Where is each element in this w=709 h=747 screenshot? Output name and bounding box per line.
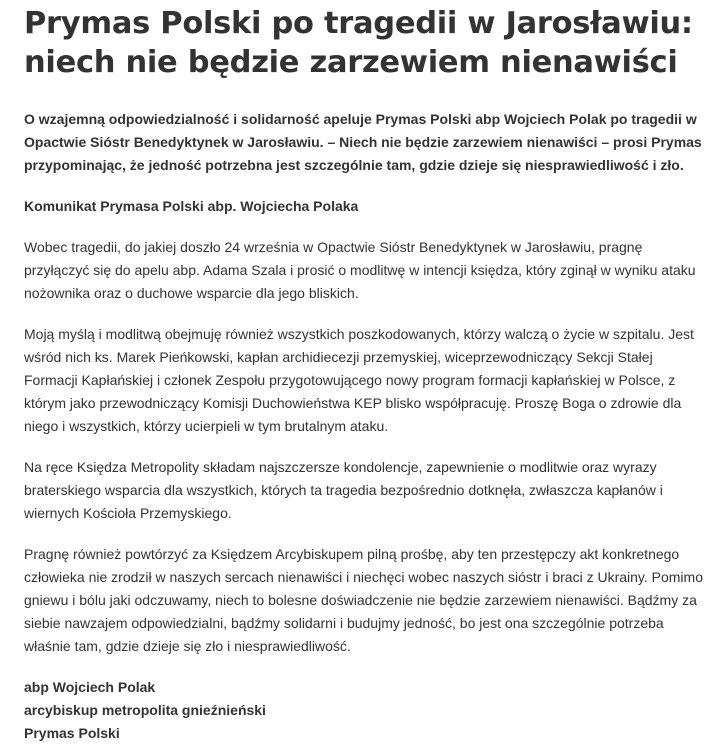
body-line: niego i wszystkich, którzy ucierpieli w tym brutalnym ataku. (24, 418, 389, 434)
body-line: Pragnę również powtórzyć za Księdzem Arcybiskupem pilną prośbę, aby ten przestępczy akt konkretnego (24, 546, 680, 562)
communique-heading-text: Komunikat Prymasa Polski abp. Wojciecha Polaka (24, 198, 359, 214)
body-line: Na ręce Księdza Metropolity składam najszczersze kondolencje, zapewnienie o modlitwie oraz wyrazy (24, 459, 657, 475)
body-line: nożownika oraz o duchowe wsparcie dla jego bliskich. (24, 285, 359, 301)
body-line: którym jako przewodniczący Komisji Duchowieństwa KEP blisko współpracuję. Proszę Boga o zdrowie dla (24, 395, 682, 411)
lead-line: O wzajemną odpowiedzialność i solidarność apeluje Prymas Polski abp Wojciech Polak po tragedii w (24, 111, 697, 127)
signature-name: abp Wojciech Polak (24, 679, 156, 695)
body-paragraph-2 (24, 323, 700, 438)
lead-line: Opactwie Sióstr Benedyktynek w Jarosławiu. – Niech nie będzie zarzewiem nienawiści – prosi Prymas (24, 134, 702, 150)
body-line: wśród nich ks. Marek Pieńkowski, kapłan archidiecezji przemyskiej, wiceprzewodniczący Sekcji Stałej (24, 349, 653, 365)
body-line: gniewu i bólu jaki odczuwamy, niech to bolesne doświadczenie nie będzie zarzewiem nienawiści. Bądźmy za (24, 592, 697, 608)
body-line: wiernych Kościoła Przemyskiego. (24, 505, 232, 521)
body-line: człowieka nie zrodził w naszych sercach nienawiści i niechęci wobec naszych sióstr i braci z Ukrainy. Pomimo (24, 569, 703, 585)
body-line: właśnie tam, gdzie dzieje się zło i niesprawiedliwość. (24, 638, 351, 654)
body-paragraph-3 (24, 456, 700, 525)
body-line: przyłączyć się do apelu abp. Adama Szala i prosić o modlitwę w intencji księdza, który zginął w wyniku ataku (24, 262, 696, 278)
body-line: Moją myślą i modlitwą obejmuję również wszystkich poszkodowanych, którzy walczą o życie w szpitalu. Jest (24, 326, 694, 342)
body-line: Wobec tragedii, do jakiej doszło 24 września w Opactwie Sióstr Benedyktynek w Jarosławiu, pragnę (24, 239, 643, 255)
body-line: Formacji Kapłańskiej i członek Zespołu przygotowującego nowy program formacji kapłańskiej w Polsce, z (24, 372, 676, 388)
article (24, 0, 703, 745)
signature-block (24, 676, 700, 745)
body-paragraph-1 (24, 236, 700, 305)
body-paragraph-4 (24, 543, 703, 658)
title-line: niech nie będzie zarzewiem nienawiści (24, 45, 678, 80)
signature-office: arcybiskup metropolita gnieźnieński (24, 702, 266, 718)
title-line: Prymas Polski po tragedii w Jarosławiu: (24, 6, 693, 41)
lead-line: przypominając, że jedność potrzebna jest szczególnie tam, gdzie dzieje się niesprawiedliwość i zło. (24, 157, 684, 173)
communique-heading (24, 195, 700, 218)
article-title (24, 0, 700, 82)
body-line: braterskiego wsparcia dla wszystkich, których ta tragedia bezpośrednio dotknęła, zwłaszcza kapłanów i (24, 482, 663, 498)
lead-paragraph (24, 108, 700, 177)
body-line: siebie nawzajem odpowiedzialni, bądźmy solidarni i budujmy jedność, bo jest ona szczególnie potrzeba (24, 615, 664, 631)
signature-title: Prymas Polski (24, 725, 120, 741)
